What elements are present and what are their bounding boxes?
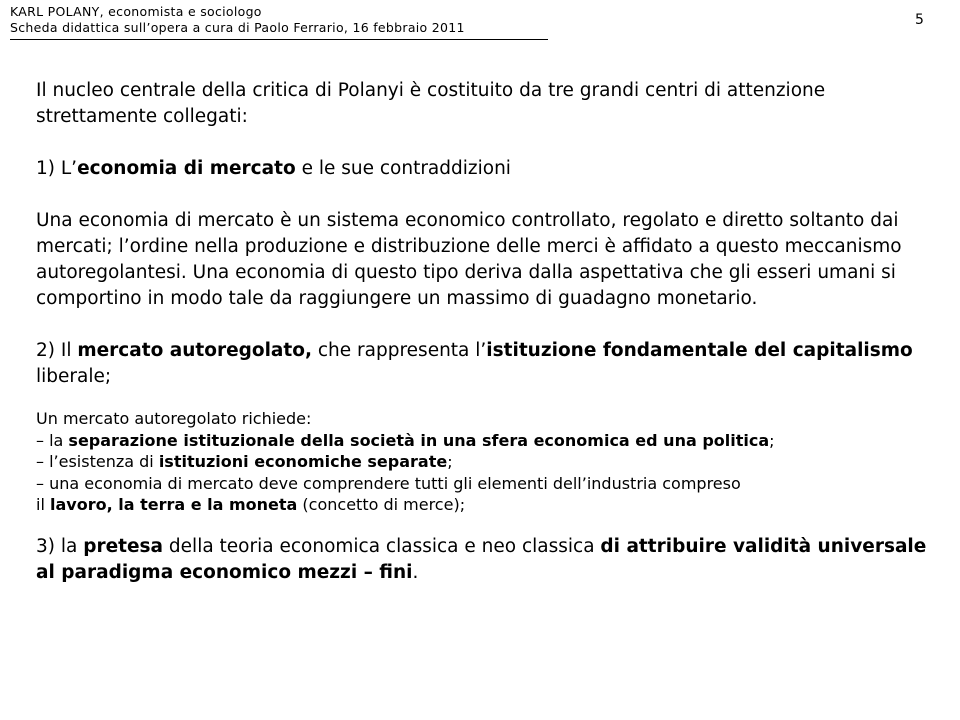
page-number: 5 [915, 12, 924, 28]
point-2-bold2: istituzione fondamentale del capitalismo [486, 340, 913, 361]
requirement-item-3-line-1: – una economia di mercato deve comprendere tutti gli elementi dell’industria compreso [36, 473, 741, 493]
point-2 [36, 338, 936, 390]
point-3-pre: 3) la [36, 535, 84, 557]
header-title: KARL POLANY, economista e sociologo [10, 4, 262, 19]
requirements-intro: Un mercato autoregolato richiede: [36, 409, 312, 428]
point-3-bold2: di attribuire validità universale al paradigma economico mezzi – fini [36, 535, 927, 583]
point-3-post: . [412, 561, 419, 583]
header-subtitle: Scheda didattica sull’opera a cura di Paolo Ferrario, 16 febbraio 2011 [10, 20, 465, 35]
requirement-item-3-pre: il [36, 495, 50, 514]
requirement-item-1-bold: separazione istituzionale della società in una sfera economica ed una politica [68, 430, 770, 450]
slide-content [36, 78, 936, 586]
requirement-item-3-post: (concetto di merce); [297, 495, 466, 514]
definition-paragraph: Una economia di mercato è un sistema economico controllato, regolato e diretto soltanto dai mercati; l’ordine nella produzione e distribuzione delle merci è affidato a questo meccanismo autoregolantesi. Una economia di questo tipo deriva dalla aspettativa che gli esseri umani si comportino in modo tale da raggiungere un massimo di guadagno monetario. [36, 210, 902, 309]
point-2-mid: che rappresenta l’ [312, 340, 487, 361]
document-header [10, 4, 548, 40]
requirement-item-3-bold: lavoro, la terra e la moneta [49, 495, 298, 514]
point-2-post: liberale; [36, 366, 112, 387]
point-1-post: e le sue contraddizioni [295, 158, 511, 179]
requirement-item-2-post: ; [447, 452, 453, 471]
requirement-item-1 [36, 430, 936, 452]
requirement-item-3-line-2 [36, 494, 936, 516]
point-3-mid: della teoria economica classica e neo classica [163, 535, 601, 557]
point-1-bold: economia di mercato [77, 158, 296, 179]
requirements-block [36, 408, 936, 516]
point-3 [36, 534, 936, 586]
requirement-item-1-pre: – la [36, 430, 69, 450]
point-1-pre: 1) L’ [36, 158, 78, 179]
intro-paragraph: Il nucleo centrale della critica di Polanyi è costituito da tre grandi centri di attenzione strettamente collegati: [36, 80, 826, 127]
requirement-item-1-post: ; [769, 430, 775, 450]
point-1 [36, 156, 936, 182]
requirement-item-2-pre: – l’esistenza di [36, 452, 159, 471]
point-2-pre: 2) Il [36, 340, 78, 361]
requirement-item-2-bold: istituzioni economiche separate [158, 452, 448, 471]
point-3-bold1: pretesa [83, 535, 164, 557]
requirement-item-2 [36, 451, 936, 473]
point-2-bold1: mercato autoregolato, [77, 340, 312, 361]
